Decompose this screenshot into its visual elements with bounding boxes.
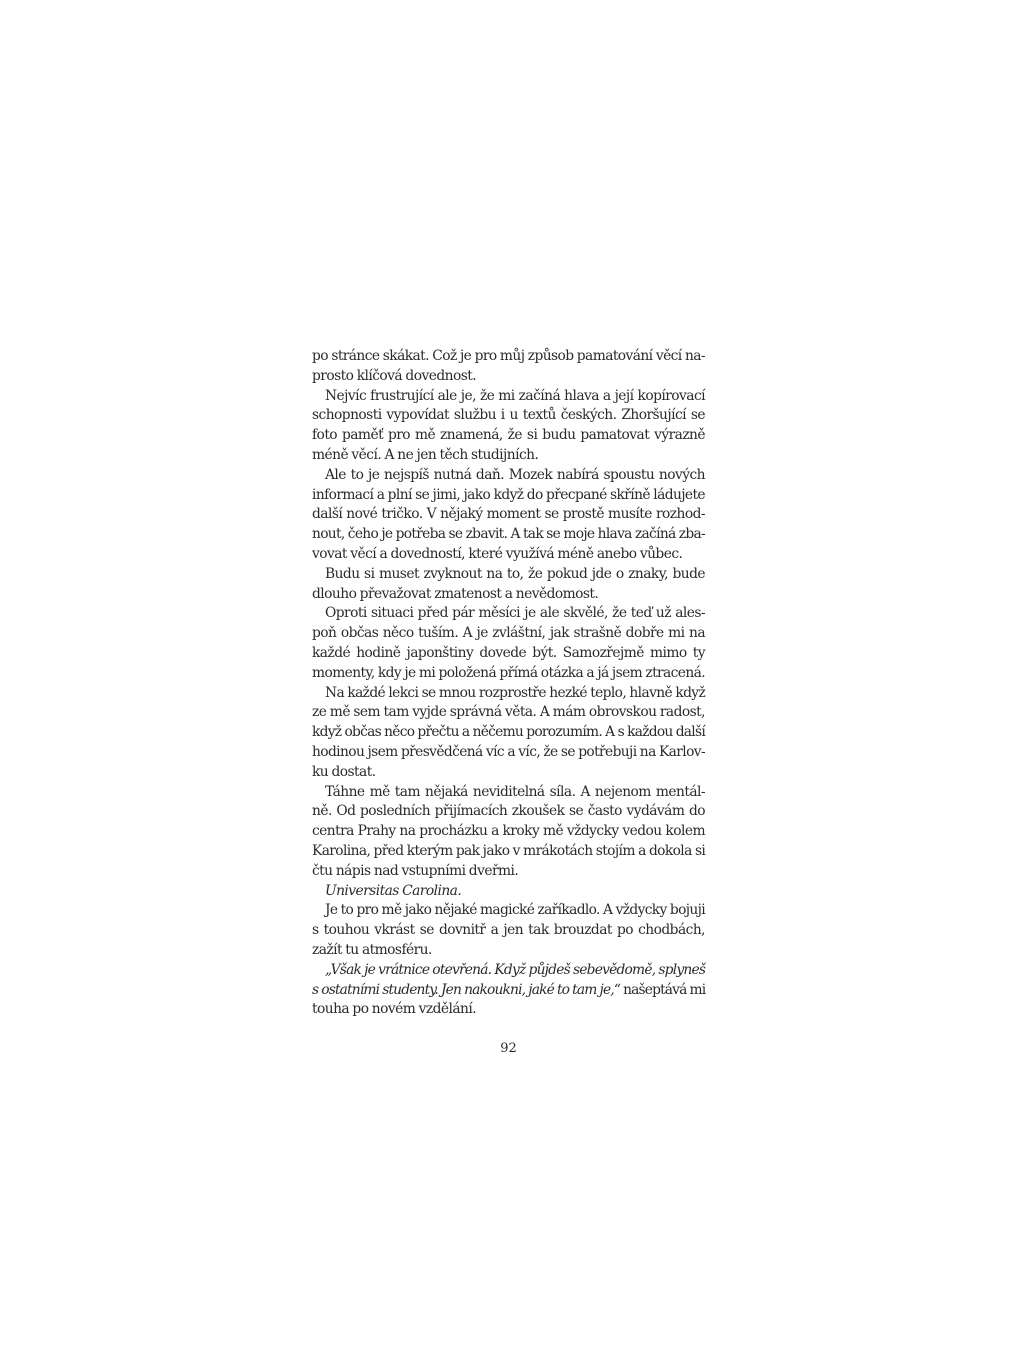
text-line: Ale to je nejspíš nutná daň. Mozek nabírá spoustu nových (325, 466, 705, 483)
text-line: centra Prahy na procházku a kroky mě vždycky vedou kolem (312, 823, 705, 840)
text-line: Budu si muset zvyknout na to, že pokud jde o znaky, bude (325, 565, 705, 582)
text-line: schopnosti vypovídat službu i u textů českých. Zhoršující se (312, 407, 705, 424)
text-line: čtu nápis nad vstupními dveřmi. (312, 862, 519, 879)
text-line: další nové tričko. V nějaký moment se prostě musíte rozhod- (312, 506, 705, 523)
text-line: prosto klíčová dovednost. (312, 367, 477, 384)
text-line: foto paměť pro mě znamená, že si budu pamatovat výrazně (312, 427, 705, 444)
text-line: Karolina, před kterým pak jako v mrákotách stojím a dokola si (312, 842, 706, 859)
text-line (312, 981, 705, 1001)
text-line: ku dostat. (312, 763, 376, 780)
text-line: Je to pro mě jako nějaké magické zaříkadlo. A vždycky bojuji (325, 902, 705, 919)
text-line: Nejvíc frustrující ale je, že mi začíná hlava a její kopírovací (325, 387, 705, 404)
text-line: Na každé lekci se mnou rozprostře hezké teplo, hlavně když (325, 684, 706, 701)
text-line: ze mě sem tam vyjde správná věta. A mám obrovskou radost, (312, 704, 705, 721)
italic-speech: s ostatními studenty. Jen nakoukni, jaké to tam je,“ (312, 981, 621, 998)
text-line: Universitas Carolina. (325, 882, 462, 899)
text-line: momenty, kdy je mi položená přímá otázka a já jsem ztracená. (312, 664, 706, 681)
text-line: s touhou vkrást se dovnitř a jen tak brouzdat po chodbách, (312, 922, 705, 939)
text-line: touha po novém vzdělání. (312, 1001, 477, 1018)
text-line: když občas něco přečtu a něčemu porozumím. A s každou další (312, 724, 705, 741)
text-line: Oproti situaci před pár měsíci je ale skvělé, že teď už ales- (325, 605, 705, 622)
page-number: 92 (500, 1041, 517, 1056)
text-line: hodinou jsem přesvědčená víc a víc, že se potřebuji na Karlov- (312, 743, 705, 760)
text-line: každé hodině japonštiny dovede být. Samozřejmě mimo ty (312, 644, 705, 661)
text-line: po stránce skákat. Což je pro můj způsob pamatování věcí na- (312, 348, 705, 364)
text-line: vovat věcí a dovedností, které využívá méně anebo vůbec. (312, 545, 683, 562)
text-line: ně. Od posledních přijímacích zkoušek se často vydávám do (312, 803, 705, 820)
text-lines (312, 347, 705, 961)
text-line: „Však je vrátnice otevřená. Když půjdeš sebevědomě, splyneš (325, 961, 706, 978)
text-line: Táhne mě tam nějaká neviditelná síla. A nejenom mentál- (325, 783, 705, 800)
text-line: zažít tu atmosféru. (312, 941, 432, 958)
body-text (312, 347, 705, 1020)
text-line: méně věcí. A ne jen těch studijních. (312, 446, 539, 463)
text-line: dlouho převažovat zmatenost a nevědomost. (312, 585, 599, 602)
speech-tag: našeptává mi (620, 981, 706, 998)
text-line: nout, čeho je potřeba se zbavit. A tak se moje hlava začíná zba- (312, 526, 705, 543)
text-line: poň občas něco tuším. A je zvláštní, jak strašně dobře mi na (312, 625, 705, 642)
text-line: informací a plní se jimi, jako když do přecpané skříně ládujete (312, 486, 705, 503)
